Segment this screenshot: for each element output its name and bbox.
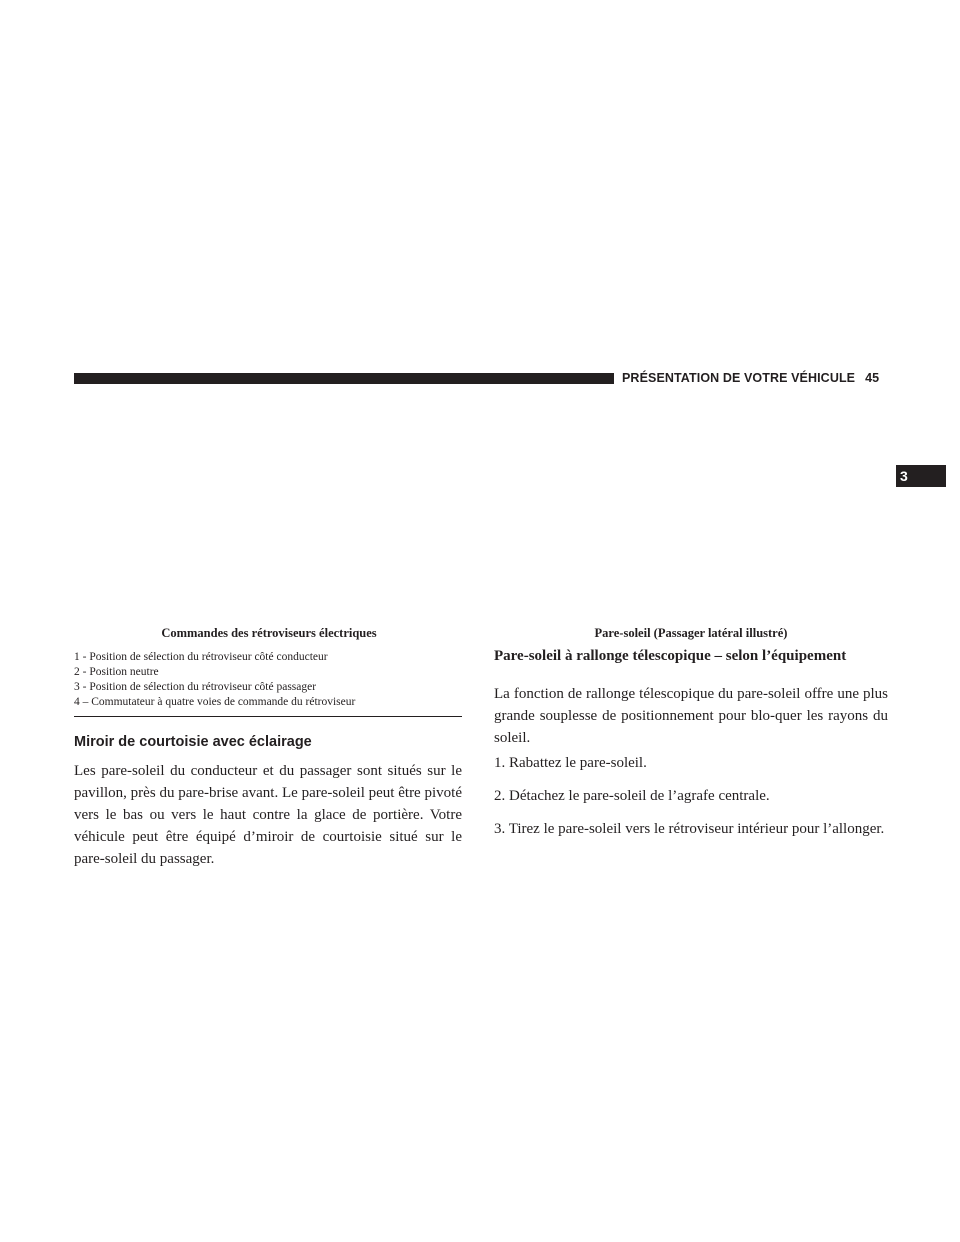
figure-caption-sun-visor: Pare-soleil (Passager latéral illustré) (594, 626, 788, 640)
legend-item: 4 – Commutateur à quatre voies de commande du rétroviseur (74, 696, 356, 708)
paragraph-vanity-mirror: Les pare-soleil du conducteur et du passager sont situés sur le pavillon, près du pare-brise avant. Le pare-soleil peut être pivoté vers le bas ou vers le haut contre la glace de portière. Votre véhicule peut être équipé d’miroir de courtoisie situé sur le pare-soleil du passager. (74, 763, 462, 867)
running-header (622, 370, 886, 386)
chapter-tab: 3 (896, 465, 946, 487)
page-number: 45 (865, 371, 880, 385)
legend-item: 2 - Position neutre (74, 666, 159, 678)
legend-item: 3 - Position de sélection du rétroviseur côté passager (74, 681, 317, 693)
header-rule (74, 373, 614, 384)
section-title: PRÉSENTATION DE VOTRE VÉHICULE (622, 371, 856, 385)
section-heading-vanity-mirror: Miroir de courtoisie avec éclairage (74, 734, 312, 750)
list-item: 3. Tirez le pare-soleil vers le rétroviseur intérieur pour l’allonger. (494, 821, 885, 837)
figure-caption-mirror-controls: Commandes des rétroviseurs électriques (161, 626, 377, 640)
list-item: 1. Rabattez le pare-soleil. (494, 755, 647, 771)
list-item: 2. Détachez le pare-soleil de l’agrafe centrale. (494, 788, 770, 804)
legend-item: 1 - Position de sélection du rétroviseur côté conducteur (74, 651, 328, 663)
figure-legend (74, 650, 462, 717)
steps-list (494, 752, 888, 851)
section-heading-telescopic-visor: Pare-soleil à rallonge télescopique – selon l’équipement (494, 648, 847, 664)
paragraph-telescopic-visor: La fonction de rallonge télescopique du pare-soleil offre une plus grande souplesse de positionnement pour blo-quer les rayons du soleil. (494, 686, 888, 746)
